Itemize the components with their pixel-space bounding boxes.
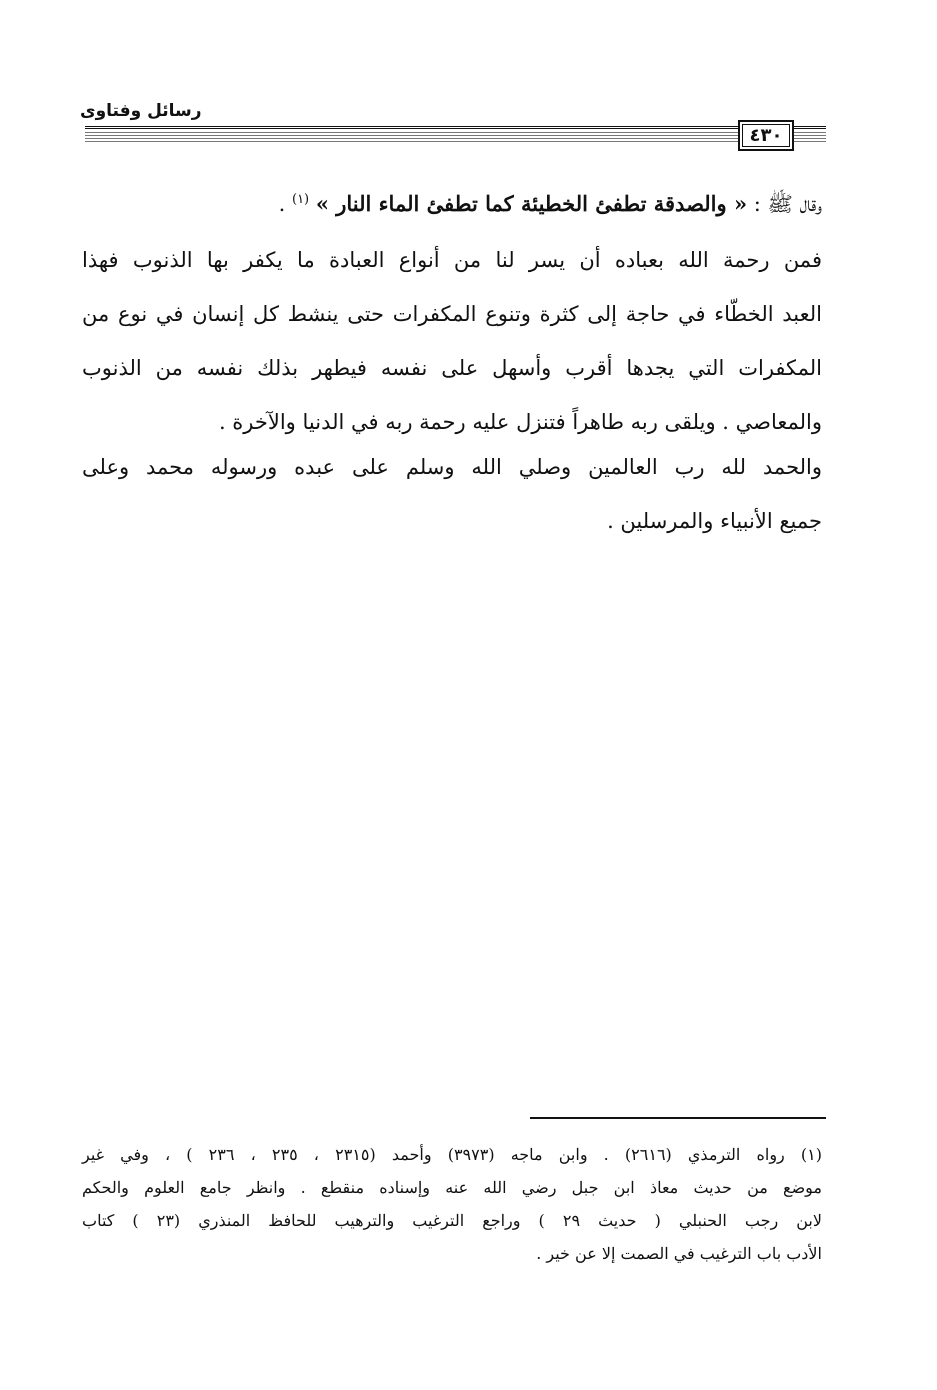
paragraph-1 (82, 233, 822, 449)
footnote-line: لابن رجب الحنبلي ( حديث ٢٩ ) وراجع الترغيب والترهيب للحافظ المنذري (٢٣ ) كتاب (82, 1211, 822, 1230)
hadith-end: . (278, 192, 286, 216)
paragraph-line: والحمد لله رب العالمين وصلي الله وسلم على عبده ورسوله محمد وعلى (82, 455, 822, 479)
paragraph-line: العبد الخطّاء في حاجة إلى كثرة وتنوع المكفرات حتى ينشط كل إنسان في نوع من (82, 302, 822, 326)
footnote-line: موضع من حديث معاذ ابن جبل رضي الله عنه وإسناده منقطع . وانظر جامع العلوم والحكم (82, 1178, 822, 1197)
footnote-ref: (١) (291, 192, 310, 207)
hadith-text: « والصدقة تطفئ الخطيئة كما تطفئ الماء النار » (315, 191, 748, 216)
header-rule (85, 126, 738, 145)
header-rule-right (794, 126, 826, 145)
footnote-line: (١) رواه الترمذي (٢٦١٦) . وابن ماجه (٣٩٧٣) وأحمد (٢٣١٥ ، ٢٣٥ ، ٢٣٦ ) ، وفي غير (82, 1145, 823, 1164)
paragraph-2 (82, 440, 822, 548)
page-number: ٤٣٠ (738, 120, 794, 151)
footnote-line: الأدب باب الترغيب في الصمت إلا عن خير . (536, 1244, 822, 1263)
hadith-sentence (82, 173, 822, 231)
running-title: رسائل وفتاوى (80, 101, 202, 121)
footnote (82, 1138, 822, 1270)
paragraph-line: والمعاصي . ويلقى ربه طاهراً فتنزل عليه رحمة ربه في الدنيا والآخرة . (218, 410, 822, 434)
paragraph-line: فمن رحمة الله بعباده أن يسر لنا من أنواع العبادة ما يكفر بها الذنوب فهذا (82, 248, 822, 272)
hadith-line (82, 173, 822, 231)
hadith-prefix: وقال ﷺ : (753, 192, 822, 216)
paragraph-line: المكفرات التي يجدها أقرب وأسهل على نفسه فيطهر بذلك نفسه من الذنوب (82, 356, 822, 380)
paragraph-line: جميع الأنبياء والمرسلين . (607, 509, 822, 533)
footnote-separator (530, 1117, 826, 1119)
